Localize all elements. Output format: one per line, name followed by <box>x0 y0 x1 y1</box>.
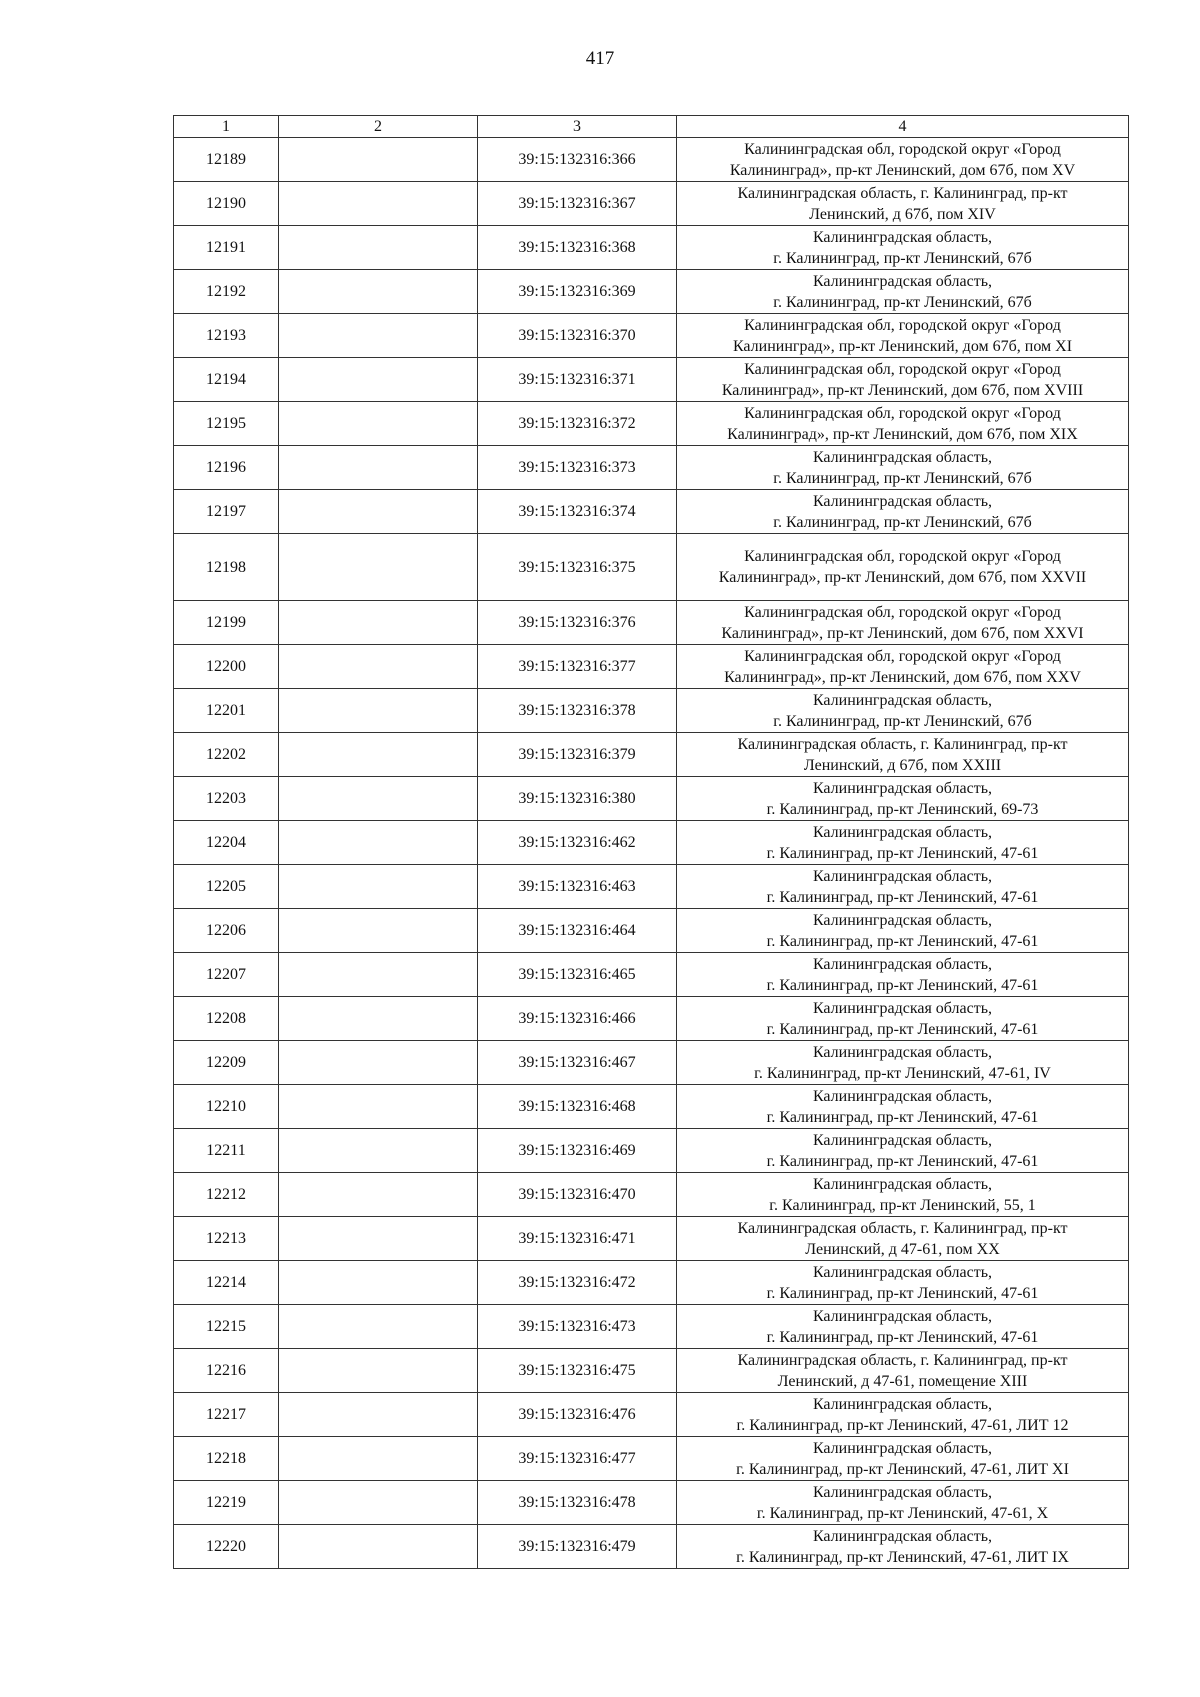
address-line: Калининградская область, <box>812 1043 993 1061</box>
address-line: Калининградская область, <box>812 1263 993 1281</box>
address-line: г. Калининград, пр-кт Ленинский, 47-61 <box>766 1284 1039 1302</box>
row-number-cell: 12200 <box>174 645 279 689</box>
table-row <box>174 226 1129 270</box>
address-cell <box>677 534 1129 601</box>
table-row <box>174 138 1129 182</box>
address-line: г. Калининград, пр-кт Ленинский, 47-61 <box>766 1152 1039 1170</box>
address-line: Калининград», пр-кт Ленинский, дом 67б, пом XIX <box>727 425 1078 443</box>
address-line: Калининградская область, <box>812 448 993 466</box>
empty-cell <box>279 997 478 1041</box>
address-line: Калининградская область, <box>812 1175 993 1193</box>
table-row <box>174 777 1129 821</box>
row-number-cell: 12211 <box>174 1129 279 1173</box>
address-cell <box>677 953 1129 997</box>
address-cell <box>677 733 1129 777</box>
cadastral-number-cell: 39:15:132316:478 <box>478 1481 677 1525</box>
address-cell <box>677 997 1129 1041</box>
empty-cell <box>279 226 478 270</box>
address-line: г. Калининград, пр-кт Ленинский, 47-61 <box>766 1328 1039 1346</box>
table-row <box>174 1481 1129 1525</box>
address-cell <box>677 645 1129 689</box>
address-line: Ленинский, д 67б, пом XXIII <box>803 756 1002 774</box>
address-line: Калининградская область, <box>812 1307 993 1325</box>
row-number-cell: 12198 <box>174 534 279 601</box>
row-number-cell: 12190 <box>174 182 279 226</box>
cadastral-number-cell: 39:15:132316:463 <box>478 865 677 909</box>
cadastral-number-cell: 39:15:132316:472 <box>478 1261 677 1305</box>
empty-cell <box>279 645 478 689</box>
table-row <box>174 953 1129 997</box>
address-cell <box>677 689 1129 733</box>
row-number-cell: 12216 <box>174 1349 279 1393</box>
table-row <box>174 821 1129 865</box>
empty-cell <box>279 1085 478 1129</box>
address-line: Калининградская область, г. Калининград, пр-кт <box>737 1351 1068 1369</box>
address-cell <box>677 402 1129 446</box>
address-line: г. Калининград, пр-кт Ленинский, 67б <box>773 293 1032 311</box>
address-cell <box>677 821 1129 865</box>
table-row <box>174 182 1129 226</box>
cadastral-number-cell: 39:15:132316:379 <box>478 733 677 777</box>
address-line: Калининградская область, г. Калининград, пр-кт <box>737 1219 1068 1237</box>
address-line: Калининград», пр-кт Ленинский, дом 67б, пом XI <box>732 337 1073 355</box>
address-line: Калининградская область, <box>812 1527 993 1545</box>
address-cell <box>677 1041 1129 1085</box>
address-cell <box>677 1393 1129 1437</box>
row-number-cell: 12201 <box>174 689 279 733</box>
empty-cell <box>279 1305 478 1349</box>
row-number-cell: 12197 <box>174 490 279 534</box>
address-line: Калининградская область, <box>812 999 993 1017</box>
cadastral-number-cell: 39:15:132316:380 <box>478 777 677 821</box>
address-line: Калининградская область, <box>812 779 993 797</box>
row-number-cell: 12202 <box>174 733 279 777</box>
row-number-cell: 12196 <box>174 446 279 490</box>
address-line: г. Калининград, пр-кт Ленинский, 47-61 <box>766 932 1039 950</box>
cadastral-number-cell: 39:15:132316:366 <box>478 138 677 182</box>
table-row <box>174 1349 1129 1393</box>
address-cell <box>677 314 1129 358</box>
address-line: г. Калининград, пр-кт Ленинский, 47-61, ЛИТ 12 <box>736 1416 1069 1434</box>
cadastral-number-cell: 39:15:132316:468 <box>478 1085 677 1129</box>
row-number-cell: 12218 <box>174 1437 279 1481</box>
address-line: Калининградская область, <box>812 492 993 510</box>
table-row <box>174 1437 1129 1481</box>
address-line: Калининградская область, <box>812 955 993 973</box>
empty-cell <box>279 777 478 821</box>
address-cell <box>677 865 1129 909</box>
address-line: Ленинский, д 47-61, пом XX <box>805 1240 1000 1258</box>
empty-cell <box>279 1393 478 1437</box>
address-line: Калининградская область, <box>812 1131 993 1149</box>
table-row <box>174 1525 1129 1569</box>
address-line: г. Калининград, пр-кт Ленинский, 67б <box>773 469 1032 487</box>
table-row <box>174 270 1129 314</box>
empty-cell <box>279 1525 478 1569</box>
row-number-cell: 12193 <box>174 314 279 358</box>
table-row <box>174 490 1129 534</box>
empty-cell <box>279 490 478 534</box>
cadastral-number-cell: 39:15:132316:374 <box>478 490 677 534</box>
table-row <box>174 645 1129 689</box>
column-header-2: 2 <box>279 116 478 138</box>
cadastral-number-cell: 39:15:132316:462 <box>478 821 677 865</box>
cadastral-number-cell: 39:15:132316:466 <box>478 997 677 1041</box>
row-number-cell: 12199 <box>174 601 279 645</box>
table-row <box>174 997 1129 1041</box>
empty-cell <box>279 601 478 645</box>
row-number-cell: 12214 <box>174 1261 279 1305</box>
empty-cell <box>279 865 478 909</box>
empty-cell <box>279 1481 478 1525</box>
cadastral-number-cell: 39:15:132316:464 <box>478 909 677 953</box>
cadastral-number-cell: 39:15:132316:479 <box>478 1525 677 1569</box>
address-line: г. Калининград, пр-кт Ленинский, 47-61 <box>766 976 1039 994</box>
cadastral-number-cell: 39:15:132316:378 <box>478 689 677 733</box>
row-number-cell: 12219 <box>174 1481 279 1525</box>
table-header-row <box>174 116 1129 138</box>
cadastral-number-cell: 39:15:132316:368 <box>478 226 677 270</box>
cadastral-number-cell: 39:15:132316:375 <box>478 534 677 601</box>
address-line: Калининградская область, <box>812 823 993 841</box>
address-cell <box>677 1481 1129 1525</box>
cadastral-number-cell: 39:15:132316:476 <box>478 1393 677 1437</box>
address-line: Калининград», пр-кт Ленинский, дом 67б, пом XVIII <box>721 381 1084 399</box>
address-line: Калининград», пр-кт Ленинский, дом 67б, пом XXV <box>724 668 1081 686</box>
address-cell <box>677 1437 1129 1481</box>
row-number-cell: 12206 <box>174 909 279 953</box>
table-row <box>174 1393 1129 1437</box>
address-line: Калининградская область, <box>812 691 993 709</box>
row-number-cell: 12203 <box>174 777 279 821</box>
row-number-cell: 12217 <box>174 1393 279 1437</box>
cadastral-number-cell: 39:15:132316:370 <box>478 314 677 358</box>
address-cell <box>677 1217 1129 1261</box>
empty-cell <box>279 402 478 446</box>
address-cell <box>677 182 1129 226</box>
table-row <box>174 358 1129 402</box>
cadastral-number-cell: 39:15:132316:469 <box>478 1129 677 1173</box>
address-cell <box>677 1261 1129 1305</box>
address-line: Калининград», пр-кт Ленинский, дом 67б, пом XXVI <box>721 624 1084 642</box>
row-number-cell: 12205 <box>174 865 279 909</box>
table-row <box>174 1305 1129 1349</box>
address-cell <box>677 226 1129 270</box>
empty-cell <box>279 182 478 226</box>
table-row <box>174 1085 1129 1129</box>
table-row <box>174 909 1129 953</box>
table-row <box>174 1261 1129 1305</box>
empty-cell <box>279 138 478 182</box>
address-line: Калининградская обл, городской округ «Город <box>744 316 1061 334</box>
table-row <box>174 1217 1129 1261</box>
empty-cell <box>279 1041 478 1085</box>
address-line: г. Калининград, пр-кт Ленинский, 47-61, X <box>756 1504 1049 1522</box>
cadastral-number-cell: 39:15:132316:377 <box>478 645 677 689</box>
cadastral-number-cell: 39:15:132316:369 <box>478 270 677 314</box>
address-line: г. Калининград, пр-кт Ленинский, 47-61, ЛИТ XI <box>736 1460 1069 1478</box>
table-row <box>174 314 1129 358</box>
address-cell <box>677 1305 1129 1349</box>
empty-cell <box>279 1129 478 1173</box>
address-line: г. Калининград, пр-кт Ленинский, 67б <box>773 513 1032 531</box>
address-line: Ленинский, д 47-61, помещение XIII <box>777 1372 1028 1390</box>
address-line: г. Калининград, пр-кт Ленинский, 69-73 <box>766 800 1039 818</box>
address-cell <box>677 490 1129 534</box>
address-cell <box>677 909 1129 953</box>
cadastral-number-cell: 39:15:132316:477 <box>478 1437 677 1481</box>
address-cell <box>677 138 1129 182</box>
address-cell <box>677 1525 1129 1569</box>
address-line: Калининградская область, г. Калининград, пр-кт <box>737 184 1068 202</box>
table-row <box>174 446 1129 490</box>
address-line: Калининградская область, <box>812 1439 993 1457</box>
address-cell <box>677 601 1129 645</box>
column-header-4: 4 <box>677 116 1129 138</box>
table-row <box>174 1173 1129 1217</box>
page-number: 417 <box>585 48 615 69</box>
address-line: Калининградская обл, городской округ «Город <box>744 360 1061 378</box>
cadastral-number-cell: 39:15:132316:376 <box>478 601 677 645</box>
empty-cell <box>279 1173 478 1217</box>
column-header-3: 3 <box>478 116 677 138</box>
column-header-1: 1 <box>174 116 279 138</box>
row-number-cell: 12207 <box>174 953 279 997</box>
cadastral-number-cell: 39:15:132316:373 <box>478 446 677 490</box>
table-body <box>174 138 1129 1569</box>
table-row <box>174 601 1129 645</box>
address-line: Калининград», пр-кт Ленинский, дом 67б, пом XV <box>729 161 1076 179</box>
address-cell <box>677 1085 1129 1129</box>
empty-cell <box>279 909 478 953</box>
empty-cell <box>279 1261 478 1305</box>
row-number-cell: 12204 <box>174 821 279 865</box>
empty-cell <box>279 358 478 402</box>
table-row <box>174 689 1129 733</box>
row-number-cell: 12194 <box>174 358 279 402</box>
address-line: Калининградская обл, городской округ «Город <box>744 140 1061 158</box>
cadastral-number-cell: 39:15:132316:367 <box>478 182 677 226</box>
address-line: Калининградская обл, городской округ «Город <box>744 548 1061 565</box>
cadastral-number-cell: 39:15:132316:473 <box>478 1305 677 1349</box>
address-line: Калининградская обл, городской округ «Город <box>744 603 1061 621</box>
address-line: Ленинский, д 67б, пом XIV <box>809 205 996 223</box>
address-line: Калининградская обл, городской округ «Город <box>744 404 1061 422</box>
table-row <box>174 733 1129 777</box>
table-row <box>174 402 1129 446</box>
address-line: Калининградская область, <box>812 1395 993 1413</box>
cadastral-number-cell: 39:15:132316:470 <box>478 1173 677 1217</box>
row-number-cell: 12192 <box>174 270 279 314</box>
empty-cell <box>279 270 478 314</box>
address-line: Калининградская область, <box>812 867 993 885</box>
empty-cell <box>279 953 478 997</box>
address-line: Калининградская область, <box>812 1087 993 1105</box>
address-line: Калининградская область, <box>812 272 993 290</box>
address-line: Калининградская область, <box>812 228 993 246</box>
cadastral-number-cell: 39:15:132316:471 <box>478 1217 677 1261</box>
address-line: г. Калининград, пр-кт Ленинский, 67б <box>773 249 1032 267</box>
address-line: Калининград», пр-кт Ленинский, дом 67б, пом XXVII <box>718 569 1087 586</box>
empty-cell <box>279 733 478 777</box>
row-number-cell: 12215 <box>174 1305 279 1349</box>
table-row <box>174 865 1129 909</box>
row-number-cell: 12210 <box>174 1085 279 1129</box>
table-row <box>174 1129 1129 1173</box>
empty-cell <box>279 446 478 490</box>
address-cell <box>677 1129 1129 1173</box>
empty-cell <box>279 534 478 601</box>
row-number-cell: 12189 <box>174 138 279 182</box>
address-line: г. Калининград, пр-кт Ленинский, 47-61 <box>766 888 1039 906</box>
row-number-cell: 12220 <box>174 1525 279 1569</box>
address-line: г. Калининград, пр-кт Ленинский, 47-61 <box>766 1020 1039 1038</box>
address-line: Калининградская область, <box>812 1483 993 1501</box>
empty-cell <box>279 821 478 865</box>
address-cell <box>677 1349 1129 1393</box>
address-cell <box>677 1173 1129 1217</box>
row-number-cell: 12195 <box>174 402 279 446</box>
table-row <box>174 534 1129 601</box>
row-number-cell: 12209 <box>174 1041 279 1085</box>
address-line: г. Калининград, пр-кт Ленинский, 47-61 <box>766 1108 1039 1126</box>
cadastral-number-cell: 39:15:132316:371 <box>478 358 677 402</box>
address-cell <box>677 358 1129 402</box>
address-line: г. Калининград, пр-кт Ленинский, 47-61, ЛИТ IX <box>736 1548 1069 1566</box>
address-cell <box>677 777 1129 821</box>
address-line: Калининградская обл, городской округ «Город <box>744 647 1061 665</box>
cadastral-number-cell: 39:15:132316:372 <box>478 402 677 446</box>
address-line: г. Калининград, пр-кт Ленинский, 67б <box>773 712 1032 730</box>
address-line: г. Калининград, пр-кт Ленинский, 47-61, IV <box>754 1064 1051 1082</box>
cadastral-number-cell: 39:15:132316:475 <box>478 1349 677 1393</box>
cadastral-number-cell: 39:15:132316:465 <box>478 953 677 997</box>
row-number-cell: 12191 <box>174 226 279 270</box>
address-line: г. Калининград, пр-кт Ленинский, 55, 1 <box>769 1196 1036 1214</box>
address-cell <box>677 446 1129 490</box>
empty-cell <box>279 1217 478 1261</box>
empty-cell <box>279 689 478 733</box>
address-line: Калининградская область, <box>812 911 993 929</box>
empty-cell <box>279 1349 478 1393</box>
address-line: г. Калининград, пр-кт Ленинский, 47-61 <box>766 844 1039 862</box>
empty-cell <box>279 314 478 358</box>
empty-cell <box>279 1437 478 1481</box>
address-line: Калининградская область, г. Калининград, пр-кт <box>737 735 1068 753</box>
table-row <box>174 1041 1129 1085</box>
row-number-cell: 12213 <box>174 1217 279 1261</box>
cadastral-number-cell: 39:15:132316:467 <box>478 1041 677 1085</box>
row-number-cell: 12208 <box>174 997 279 1041</box>
row-number-cell: 12212 <box>174 1173 279 1217</box>
registry-table <box>173 115 1129 1569</box>
address-cell <box>677 270 1129 314</box>
